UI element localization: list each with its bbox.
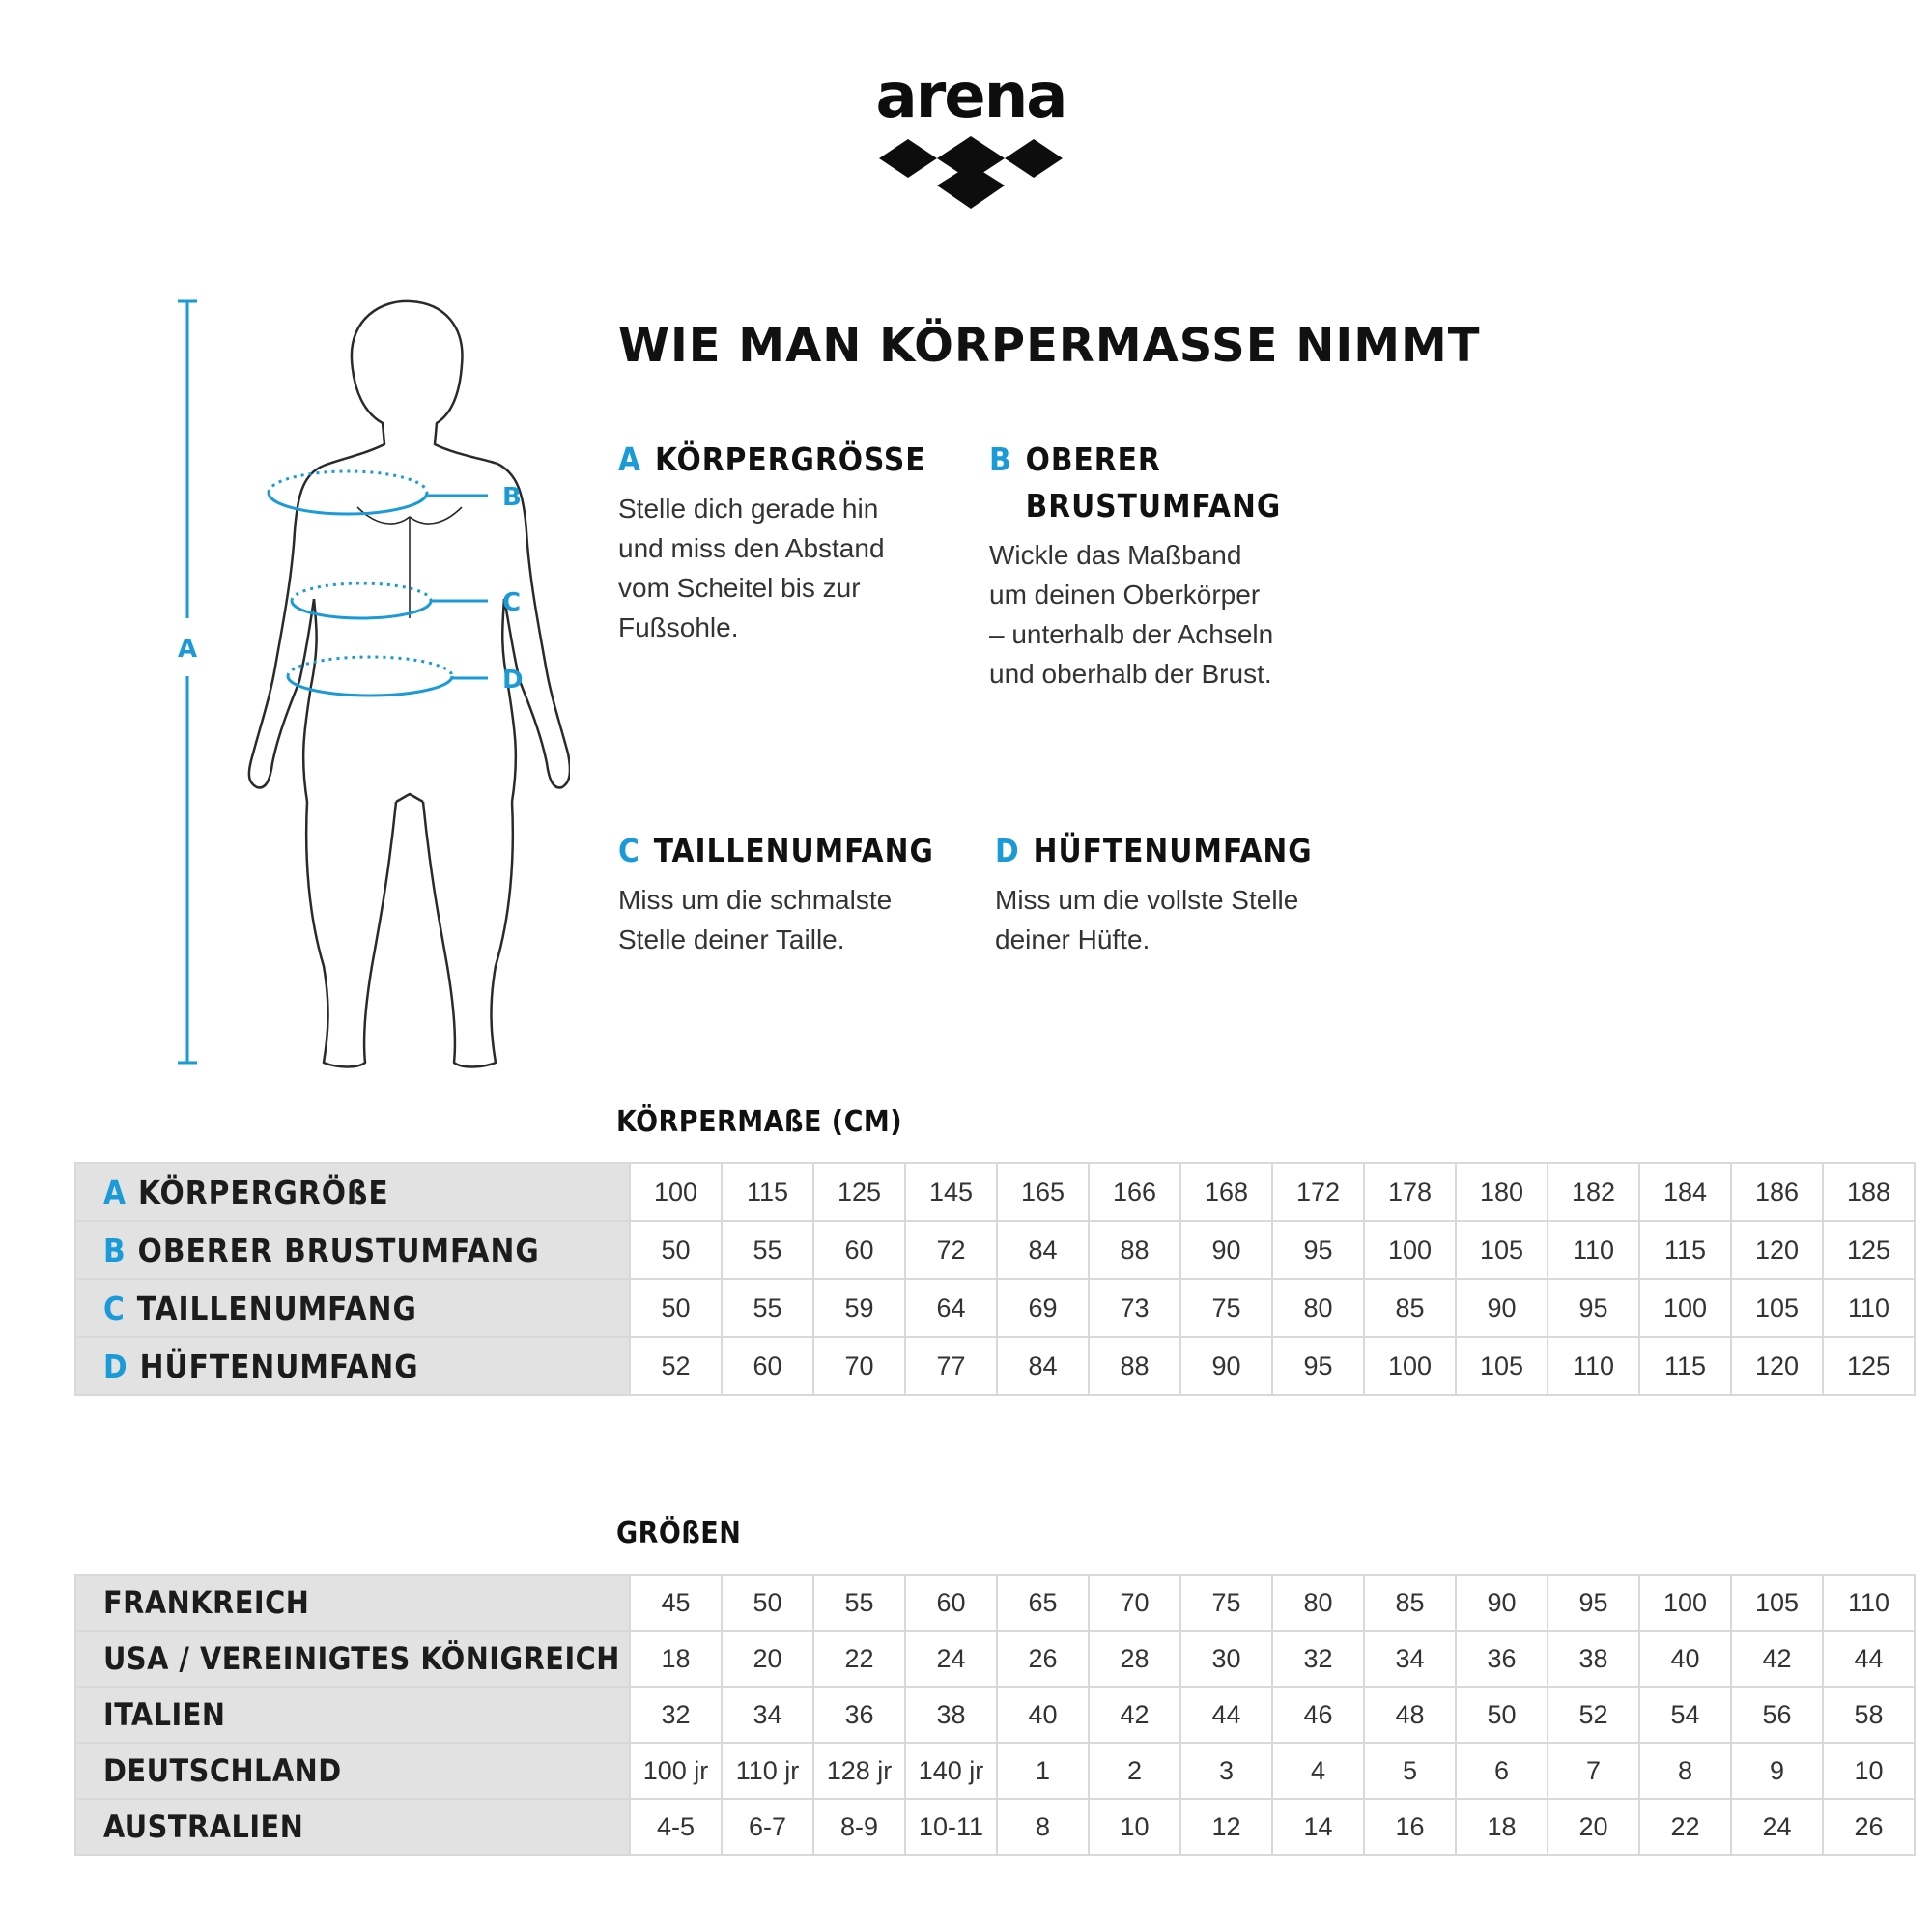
section-heading: TAILLENUMFANG <box>653 832 934 869</box>
section-upper-chest <box>989 437 1347 694</box>
row-label <box>75 1337 630 1395</box>
table-cell: 60 <box>722 1337 813 1395</box>
table-cell: 168 <box>1180 1163 1272 1221</box>
table-cell: 140 jr <box>905 1743 997 1799</box>
table-cell: 55 <box>722 1221 813 1279</box>
table-cell: 56 <box>1731 1687 1823 1743</box>
table-cell: 70 <box>813 1337 905 1395</box>
section-heading: HÜFTENUMFANG <box>1033 832 1313 869</box>
table-cell: 36 <box>813 1687 905 1743</box>
table-cell: 44 <box>1823 1631 1915 1687</box>
row-label-text: OBERER BRUSTUMFANG <box>137 1231 540 1269</box>
table-cell: 16 <box>1364 1799 1456 1855</box>
table-cell: 8-9 <box>813 1799 905 1855</box>
table-cell: 110 <box>1548 1337 1639 1395</box>
table-cell: 10 <box>1823 1743 1915 1799</box>
table-cell: 5 <box>1364 1743 1456 1799</box>
table-cell: 165 <box>997 1163 1089 1221</box>
table-cell: 100 jr <box>630 1743 722 1799</box>
section-letter: D <box>995 832 1020 869</box>
table-cell: 110 <box>1548 1221 1639 1279</box>
table-cell: 72 <box>905 1221 997 1279</box>
row-letter: C <box>103 1289 126 1327</box>
table-row <box>75 1743 1915 1799</box>
table-cell: 115 <box>1639 1337 1731 1395</box>
row-label <box>75 1631 630 1687</box>
table-cell: 6 <box>1456 1743 1548 1799</box>
table-cell: 172 <box>1272 1163 1364 1221</box>
table-cell: 90 <box>1180 1221 1272 1279</box>
sizes-caption: GRÖßEN <box>616 1517 742 1550</box>
table-cell: 24 <box>905 1631 997 1687</box>
table-cell: 110 jr <box>722 1743 813 1799</box>
figure-label-b: B <box>502 483 522 512</box>
page-title: WIE MAN KÖRPERMASSE NIMMT <box>618 319 1481 373</box>
table-cell: 85 <box>1364 1279 1456 1337</box>
table-cell: 182 <box>1548 1163 1639 1221</box>
table-cell: 178 <box>1364 1163 1456 1221</box>
table-cell: 84 <box>997 1337 1089 1395</box>
table-cell: 128 jr <box>813 1743 905 1799</box>
table-cell: 32 <box>630 1687 722 1743</box>
table-cell: 52 <box>630 1337 722 1395</box>
section-waist <box>618 828 976 959</box>
row-label-text: FRANKREICH <box>103 1584 310 1621</box>
table-cell: 60 <box>813 1221 905 1279</box>
table-cell: 120 <box>1731 1221 1823 1279</box>
row-label <box>75 1279 630 1337</box>
table-cell: 110 <box>1823 1279 1915 1337</box>
table-cell: 58 <box>1823 1687 1915 1743</box>
table-cell: 125 <box>1823 1337 1915 1395</box>
measurements-caption: KÖRPERMAßE (CM) <box>616 1105 903 1139</box>
table-row <box>75 1687 1915 1743</box>
table-cell: 55 <box>722 1279 813 1337</box>
table-cell: 110 <box>1823 1575 1915 1631</box>
table-row <box>75 1163 1915 1221</box>
table-cell: 38 <box>1548 1631 1639 1687</box>
table-cell: 48 <box>1364 1687 1456 1743</box>
section-text: Miss um die vollste Stelle deiner Hüfte. <box>995 885 1299 954</box>
table-cell: 115 <box>1639 1221 1731 1279</box>
table-cell: 18 <box>630 1631 722 1687</box>
table-cell: 88 <box>1089 1221 1180 1279</box>
table-cell: 2 <box>1089 1743 1180 1799</box>
row-label-text: ITALIEN <box>103 1696 226 1733</box>
table-cell: 90 <box>1456 1279 1548 1337</box>
table-cell: 22 <box>1639 1799 1731 1855</box>
table-cell: 24 <box>1731 1799 1823 1855</box>
table-cell: 69 <box>997 1279 1089 1337</box>
section-letter: B <box>989 440 1012 478</box>
table-cell: 1 <box>997 1743 1089 1799</box>
table-cell: 6-7 <box>722 1799 813 1855</box>
table-cell: 64 <box>905 1279 997 1337</box>
table-cell: 4-5 <box>630 1799 722 1855</box>
row-label <box>75 1221 630 1279</box>
table-row <box>75 1631 1915 1687</box>
table-cell: 95 <box>1548 1279 1639 1337</box>
table-cell: 10 <box>1089 1799 1180 1855</box>
table-cell: 28 <box>1089 1631 1180 1687</box>
table-cell: 4 <box>1272 1743 1364 1799</box>
section-heading: KÖRPERGRÖSSE <box>654 440 926 478</box>
table-cell: 52 <box>1548 1687 1639 1743</box>
table-cell: 54 <box>1639 1687 1731 1743</box>
arena-logo <box>869 61 1072 213</box>
table-cell: 14 <box>1272 1799 1364 1855</box>
table-cell: 95 <box>1548 1575 1639 1631</box>
table-cell: 105 <box>1731 1279 1823 1337</box>
table-cell: 105 <box>1731 1575 1823 1631</box>
table-cell: 8 <box>997 1799 1089 1855</box>
table-cell: 40 <box>1639 1631 1731 1687</box>
section-letter: A <box>618 440 641 478</box>
table-cell: 100 <box>1364 1221 1456 1279</box>
table-cell: 42 <box>1731 1631 1823 1687</box>
section-hip <box>995 828 1352 959</box>
table-cell: 115 <box>722 1163 813 1221</box>
row-label-text: USA / VEREINIGTES KÖNIGREICH <box>103 1640 620 1677</box>
section-text: Miss um die schmalste Stelle deiner Taille. <box>618 885 893 954</box>
body-outline-illustration <box>164 299 570 1072</box>
table-cell: 50 <box>630 1221 722 1279</box>
table-cell: 100 <box>1364 1337 1456 1395</box>
table-cell: 84 <box>997 1221 1089 1279</box>
table-cell: 50 <box>1456 1687 1548 1743</box>
table-cell: 105 <box>1456 1337 1548 1395</box>
table-cell: 125 <box>813 1163 905 1221</box>
table-cell: 18 <box>1456 1799 1548 1855</box>
table-cell: 145 <box>905 1163 997 1221</box>
row-label <box>75 1163 630 1221</box>
table-cell: 186 <box>1731 1163 1823 1221</box>
row-label <box>75 1743 630 1799</box>
table-cell: 22 <box>813 1631 905 1687</box>
table-cell: 90 <box>1180 1337 1272 1395</box>
table-cell: 95 <box>1272 1337 1364 1395</box>
row-label <box>75 1799 630 1855</box>
row-letter: D <box>103 1347 128 1385</box>
table-cell: 44 <box>1180 1687 1272 1743</box>
table-row <box>75 1575 1915 1631</box>
table-cell: 100 <box>1639 1575 1731 1631</box>
row-label-text: AUSTRALIEN <box>103 1808 304 1845</box>
table-cell: 32 <box>1272 1631 1364 1687</box>
logo-wordmark: arena <box>875 61 1066 132</box>
row-label-text: KÖRPERGRÖßE <box>137 1173 389 1211</box>
table-cell: 10-11 <box>905 1799 997 1855</box>
sizes-table <box>74 1574 1916 1856</box>
table-cell: 166 <box>1089 1163 1180 1221</box>
table-cell: 125 <box>1823 1221 1915 1279</box>
table-cell: 50 <box>722 1575 813 1631</box>
table-cell: 20 <box>722 1631 813 1687</box>
table-cell: 55 <box>813 1575 905 1631</box>
table-row <box>75 1337 1915 1395</box>
table-cell: 95 <box>1272 1221 1364 1279</box>
table-cell: 3 <box>1180 1743 1272 1799</box>
table-row <box>75 1279 1915 1337</box>
table-cell: 26 <box>997 1631 1089 1687</box>
table-cell: 30 <box>1180 1631 1272 1687</box>
table-cell: 188 <box>1823 1163 1915 1221</box>
row-label-text: TAILLENUMFANG <box>136 1289 417 1327</box>
table-cell: 65 <box>997 1575 1089 1631</box>
section-height <box>618 437 976 647</box>
table-cell: 184 <box>1639 1163 1731 1221</box>
table-cell: 85 <box>1364 1575 1456 1631</box>
table-cell: 8 <box>1639 1743 1731 1799</box>
body-figure <box>164 299 570 1072</box>
table-cell: 80 <box>1272 1279 1364 1337</box>
row-label <box>75 1687 630 1743</box>
figure-label-d: D <box>502 666 524 695</box>
table-row <box>75 1799 1915 1855</box>
table-cell: 90 <box>1456 1575 1548 1631</box>
table-cell: 34 <box>1364 1631 1456 1687</box>
section-text: Wickle das Maßband um deinen Oberkörper – unterhalb der Achseln und oberhalb der Brust. <box>989 540 1274 689</box>
diamond-logo-icon <box>879 131 1063 220</box>
row-label-text: HÜFTENUMFANG <box>139 1347 419 1385</box>
row-letter: A <box>103 1173 127 1211</box>
table-cell: 42 <box>1089 1687 1180 1743</box>
table-cell: 75 <box>1180 1575 1272 1631</box>
table-cell: 9 <box>1731 1743 1823 1799</box>
table-cell: 45 <box>630 1575 722 1631</box>
row-letter: B <box>103 1231 127 1269</box>
table-cell: 73 <box>1089 1279 1180 1337</box>
table-cell: 80 <box>1272 1575 1364 1631</box>
table-cell: 180 <box>1456 1163 1548 1221</box>
table-cell: 12 <box>1180 1799 1272 1855</box>
table-cell: 105 <box>1456 1221 1548 1279</box>
table-cell: 77 <box>905 1337 997 1395</box>
table-cell: 120 <box>1731 1337 1823 1395</box>
table-cell: 46 <box>1272 1687 1364 1743</box>
row-label-text: DEUTSCHLAND <box>103 1752 342 1789</box>
table-cell: 36 <box>1456 1631 1548 1687</box>
table-cell: 34 <box>722 1687 813 1743</box>
table-cell: 75 <box>1180 1279 1272 1337</box>
table-cell: 26 <box>1823 1799 1915 1855</box>
row-label <box>75 1575 630 1631</box>
table-cell: 40 <box>997 1687 1089 1743</box>
measurements-table <box>74 1162 1916 1396</box>
table-cell: 50 <box>630 1279 722 1337</box>
table-cell: 38 <box>905 1687 997 1743</box>
figure-label-a: A <box>178 635 198 664</box>
table-cell: 7 <box>1548 1743 1639 1799</box>
table-cell: 100 <box>1639 1279 1731 1337</box>
table-cell: 20 <box>1548 1799 1639 1855</box>
figure-label-c: C <box>502 588 522 617</box>
table-row <box>75 1221 1915 1279</box>
section-text: Stelle dich gerade hin und miss den Abstand vom Scheitel bis zur Fußsohle. <box>618 494 885 642</box>
section-heading: OBERER BRUSTUMFANG <box>1025 440 1282 525</box>
table-cell: 59 <box>813 1279 905 1337</box>
table-cell: 60 <box>905 1575 997 1631</box>
table-cell: 70 <box>1089 1575 1180 1631</box>
table-cell: 100 <box>630 1163 722 1221</box>
section-letter: C <box>618 832 640 869</box>
table-cell: 88 <box>1089 1337 1180 1395</box>
